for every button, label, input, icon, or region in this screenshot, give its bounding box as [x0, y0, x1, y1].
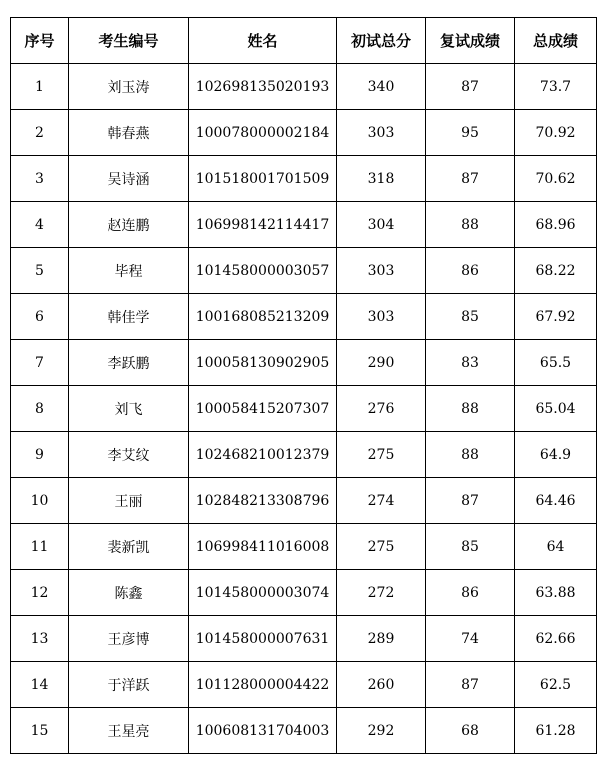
- header-row: [11, 18, 597, 64]
- cell-total-score: 64: [515, 524, 597, 570]
- cell-index: 15: [11, 708, 69, 754]
- table-row: [11, 248, 597, 294]
- cell-exam-id: 106998411016008: [189, 524, 337, 570]
- cell-prelim-score: 260: [337, 662, 426, 708]
- cell-exam-id: 100058415207307: [189, 386, 337, 432]
- header-total-score: 总成绩: [515, 18, 597, 64]
- cell-candidate-name: 韩春燕: [69, 110, 189, 156]
- table-row: [11, 156, 597, 202]
- cell-prelim-score: 340: [337, 64, 426, 110]
- cell-candidate-name: 韩佳学: [69, 294, 189, 340]
- header-index: 序号: [11, 18, 69, 64]
- cell-exam-id: 100168085213209: [189, 294, 337, 340]
- table-row: [11, 386, 597, 432]
- cell-total-score: 62.5: [515, 662, 597, 708]
- cell-exam-id: 100078000002184: [189, 110, 337, 156]
- cell-total-score: 64.46: [515, 478, 597, 524]
- cell-exam-id: 101458000007631: [189, 616, 337, 662]
- cell-retest-score: 87: [426, 478, 515, 524]
- cell-prelim-score: 275: [337, 432, 426, 478]
- cell-prelim-score: 290: [337, 340, 426, 386]
- cell-retest-score: 74: [426, 616, 515, 662]
- cell-exam-id: 106998142114417: [189, 202, 337, 248]
- cell-total-score: 68.96: [515, 202, 597, 248]
- cell-exam-id: 101128000004422: [189, 662, 337, 708]
- cell-candidate-name: 赵连鹏: [69, 202, 189, 248]
- cell-total-score: 63.88: [515, 570, 597, 616]
- results-table: [10, 17, 597, 754]
- cell-retest-score: 88: [426, 202, 515, 248]
- cell-retest-score: 88: [426, 432, 515, 478]
- table-row: [11, 570, 597, 616]
- cell-exam-id: 100608131704003: [189, 708, 337, 754]
- header-prelim-score: 初试总分: [337, 18, 426, 64]
- cell-total-score: 73.7: [515, 64, 597, 110]
- cell-prelim-score: 272: [337, 570, 426, 616]
- cell-total-score: 70.92: [515, 110, 597, 156]
- cell-total-score: 68.22: [515, 248, 597, 294]
- cell-index: 1: [11, 64, 69, 110]
- cell-retest-score: 87: [426, 662, 515, 708]
- cell-retest-score: 88: [426, 386, 515, 432]
- cell-prelim-score: 303: [337, 248, 426, 294]
- cell-index: 7: [11, 340, 69, 386]
- table-row: [11, 294, 597, 340]
- cell-prelim-score: 289: [337, 616, 426, 662]
- cell-index: 3: [11, 156, 69, 202]
- table-row: [11, 202, 597, 248]
- table-row: [11, 524, 597, 570]
- cell-index: 6: [11, 294, 69, 340]
- table-row: [11, 616, 597, 662]
- cell-prelim-score: 318: [337, 156, 426, 202]
- cell-candidate-name: 王彦博: [69, 616, 189, 662]
- cell-candidate-name: 李跃鹏: [69, 340, 189, 386]
- cell-prelim-score: 303: [337, 110, 426, 156]
- cell-candidate-name: 于洋跃: [69, 662, 189, 708]
- cell-prelim-score: 274: [337, 478, 426, 524]
- cell-total-score: 64.9: [515, 432, 597, 478]
- cell-index: 9: [11, 432, 69, 478]
- table-body: [11, 64, 597, 754]
- cell-total-score: 62.66: [515, 616, 597, 662]
- cell-prelim-score: 292: [337, 708, 426, 754]
- cell-exam-id: 102468210012379: [189, 432, 337, 478]
- cell-index: 14: [11, 662, 69, 708]
- cell-retest-score: 86: [426, 570, 515, 616]
- cell-candidate-name: 刘玉涛: [69, 64, 189, 110]
- header-exam-id: 考生编号: [69, 18, 189, 64]
- table-row: [11, 64, 597, 110]
- cell-retest-score: 85: [426, 294, 515, 340]
- cell-exam-id: 102848213308796: [189, 478, 337, 524]
- cell-candidate-name: 毕程: [69, 248, 189, 294]
- cell-total-score: 61.28: [515, 708, 597, 754]
- header-name: 姓名: [189, 18, 337, 64]
- cell-prelim-score: 275: [337, 524, 426, 570]
- table-row: [11, 432, 597, 478]
- cell-index: 5: [11, 248, 69, 294]
- cell-index: 10: [11, 478, 69, 524]
- cell-index: 2: [11, 110, 69, 156]
- cell-retest-score: 87: [426, 64, 515, 110]
- table-row: [11, 662, 597, 708]
- cell-retest-score: 86: [426, 248, 515, 294]
- table-row: [11, 110, 597, 156]
- cell-prelim-score: 276: [337, 386, 426, 432]
- cell-total-score: 70.62: [515, 156, 597, 202]
- cell-index: 12: [11, 570, 69, 616]
- cell-total-score: 65.04: [515, 386, 597, 432]
- cell-retest-score: 68: [426, 708, 515, 754]
- cell-retest-score: 85: [426, 524, 515, 570]
- cell-exam-id: 101458000003057: [189, 248, 337, 294]
- cell-exam-id: 102698135020193: [189, 64, 337, 110]
- cell-retest-score: 87: [426, 156, 515, 202]
- cell-retest-score: 83: [426, 340, 515, 386]
- cell-candidate-name: 裴新凯: [69, 524, 189, 570]
- cell-candidate-name: 吴诗涵: [69, 156, 189, 202]
- score-sheet: [10, 17, 596, 754]
- cell-exam-id: 101458000003074: [189, 570, 337, 616]
- cell-index: 13: [11, 616, 69, 662]
- table-row: [11, 340, 597, 386]
- cell-candidate-name: 陈鑫: [69, 570, 189, 616]
- cell-total-score: 65.5: [515, 340, 597, 386]
- cell-index: 11: [11, 524, 69, 570]
- cell-exam-id: 100058130902905: [189, 340, 337, 386]
- table-row: [11, 708, 597, 754]
- cell-candidate-name: 王丽: [69, 478, 189, 524]
- cell-candidate-name: 刘飞: [69, 386, 189, 432]
- cell-prelim-score: 304: [337, 202, 426, 248]
- cell-index: 8: [11, 386, 69, 432]
- table-row: [11, 478, 597, 524]
- cell-total-score: 67.92: [515, 294, 597, 340]
- cell-retest-score: 95: [426, 110, 515, 156]
- cell-prelim-score: 303: [337, 294, 426, 340]
- cell-candidate-name: 王星亮: [69, 708, 189, 754]
- cell-index: 4: [11, 202, 69, 248]
- cell-exam-id: 101518001701509: [189, 156, 337, 202]
- cell-candidate-name: 李艾纹: [69, 432, 189, 478]
- header-retest-score: 复试成绩: [426, 18, 515, 64]
